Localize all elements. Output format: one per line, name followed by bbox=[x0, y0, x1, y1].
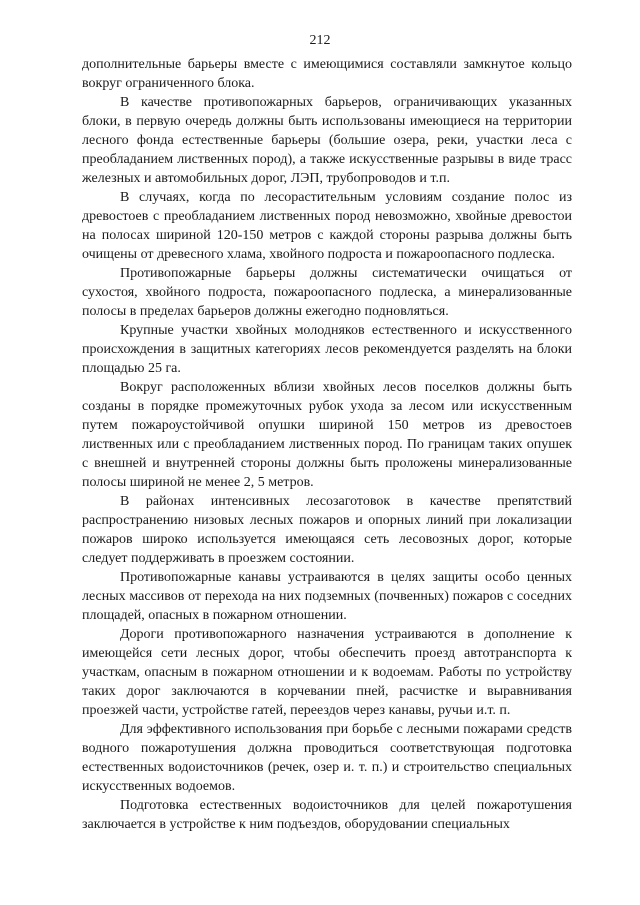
paragraph-fire-ditches: Противопожарные канавы устраиваются в целях защиты особо ценных лесных массивов от перехода на них подземных (почвенных) пожаров с соседних площадей, опасных в пожарном отношении. bbox=[82, 570, 572, 623]
page-number: 212 bbox=[309, 33, 331, 48]
paragraph-water-sources: Для эффективного использования при борьбе с лесными пожарами средств водного пожаротушения должна проводиться соответствующая подготовка естественных водоисточников (речек, озер и. т. п.) и строительство специальных искусственных водоемов. bbox=[82, 722, 572, 794]
paragraph-continuation: дополнительные барьеры вместе с имеющимися составляли замкнутое кольцо вокруг ограниченного блока. bbox=[82, 57, 572, 91]
paragraph-logging-roads: В районах интенсивных лесозаготовок в качестве препятствий распространению низовых лесных пожаров и опорных линий при локализации пожаров широко используется имеющаяся сеть лесовозных дорог, которые следует поддерживать в проезжем состоянии. bbox=[82, 494, 572, 566]
paragraph-barrier-cleaning: Противопожарные барьеры должны систематически очищаться от сухостоя, хвойного подроста, пожароопасного подлеска, а минерализованные полосы в пределах барьеров должны ежегодно подновляться. bbox=[82, 266, 572, 319]
paragraph-fire-barriers: В качестве противопожарных барьеров, ограничивающих указанных блоки, в первую очередь должны быть использованы имеющиеся на территории лесного фонда естественные барьеры (большие озера, реки, участки леса с преобладанием лиственных пород), а также искусственные разрывы в виде трасс железных и автомобильных дорог, ЛЭП, трубопроводов и т.п. bbox=[82, 95, 572, 186]
body-text bbox=[82, 55, 572, 834]
paragraph-water-preparation: Подготовка естественных водоисточников для целей пожаротушения заключается в устройстве к ним подъездов, оборудовании специальных bbox=[82, 798, 572, 832]
paragraph-fire-roads: Дороги противопожарного назначения устраиваются в дополнение к имеющейся сети лесных дорог, чтобы обеспечить проезд автотранспорта к участкам, опасным в пожарном отношении и к водоемам. Работы по устройству таких дорог заключаются в корчевании пней, расчистке и выравнивания проезжей части, устройстве гатей, переездов через канавы, ручьи и.т. п. bbox=[82, 627, 572, 718]
paragraph-conifer-strips: В случаях, когда по лесорастительным условиям создание полос из древостоев с преобладанием лиственных пород невозможно, хвойные древостои на полосах шириной 120-150 метров с каждой стороны разрыва должны быть очищены от древесного хлама, хвойного подроста и пожароопасного подлеска. bbox=[82, 190, 572, 262]
paragraph-young-stands: Крупные участки хвойных молодняков естественного и искусственного происхождения в защитных категориях лесов рекомендуется разделять на блоки площадью 25 га. bbox=[82, 323, 572, 376]
paragraph-settlement-edges: Вокруг расположенных вблизи хвойных лесов поселков должны быть созданы в порядке промежуточных рубок ухода за лесом или искусственным путем пожароустойчивой опушки шириной 150 метров из древостоев лиственных или с преобладанием лиственных пород. По границам таких опушек с внешней и внутренней стороны должны быть проложены минерализованные полосы шириной не менее 2, 5 метров. bbox=[82, 380, 572, 490]
